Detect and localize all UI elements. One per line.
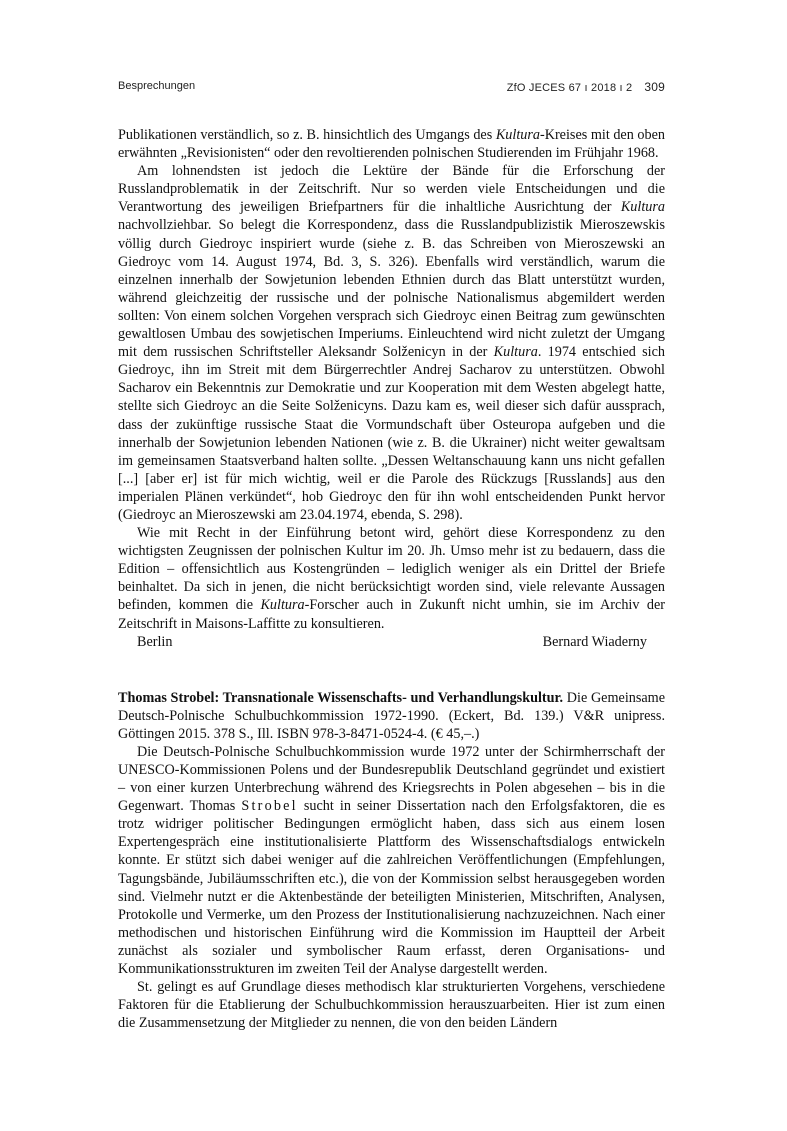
review2-bibliography: Die Gemeinsame Deutsch-Polnische Schulbuchkommission 1972-1990. (Eckert, Bd. 139.) V&R unipress. Göttingen 2015. 378 S., Ill. ISBN 978-3-8471-0524-4. (€ 45,–.) bbox=[118, 689, 666, 742]
italic-journal-name: Kultura bbox=[620, 199, 665, 216]
author-name-spaced: Strobel bbox=[241, 798, 298, 815]
review2-heading bbox=[118, 689, 665, 743]
review1-signoff bbox=[118, 633, 665, 651]
section-label: Besprechungen bbox=[118, 80, 196, 92]
text-run: Die Deutsch-Polnische Schulbuchkommission wurde 1972 unter der Schirmherrschaft der UNESCO-Kommissionen Polens und der Bundesrepublik Deutschland gegründet und existiert – von einer kurzen Unterbrechung während des Kriegsrechts in Polen abgesehen – bis in die Gegenwart. Thomas bbox=[118, 743, 665, 815]
text-run: -Forscher auch in Zukunft nicht umhin, sie im Archiv der Zeitschrift in Maisons-Laffitte zu konsultieren. bbox=[118, 597, 665, 632]
page-number: 309 bbox=[644, 80, 665, 94]
italic-journal-name: Kultura bbox=[493, 344, 538, 361]
running-header bbox=[118, 80, 665, 100]
italic-journal-name: Kultura bbox=[495, 127, 540, 143]
text-run: St. gelingt es auf Grundlage dieses methodisch klar strukturierten Vorgehens, verschiedene Faktoren für die Etablierung der Schulbuchkommission herauszuarbeiten. Hier ist zum einen die Zusammensetzung der Mitglieder zu nennen, die von den beiden Ländern bbox=[118, 979, 665, 1032]
text-run: Publikationen verständlich, so z. B. hinsichtlich des Umgangs des bbox=[118, 127, 496, 143]
reviewer-name: Bernard Wiaderny bbox=[542, 633, 647, 650]
journal-citation: ZfO JECES 67 ı 2018 ı 2 bbox=[506, 82, 633, 94]
review1-paragraph-3 bbox=[118, 524, 665, 633]
text-run: . 1974 entschied sich Giedroyc, ihn im Streit mit dem Bürgerrechtler Andrej Sacharov zu unterstützen. Obwohl Sacharov ein Bekenntnis zur Demokratie und zur Kooperation mit dem Westen abgelegt hatte, stellte sich Giedroyc an die Seite Solženicyns. Dazu kam es, weil dieser sich dafür aussprach, dass der zukünftige russische Staat die Vormundschaft über Osteuropa aufgeben und die innerhalb der Sowjetunion lebenden Nationen (wie z. B. die Ukrainer) nicht weiter gewaltsam im gemeinsamen Staatsverband halten sollte. „Dessen Weltanschauung kann uns nicht gefallen [...] [aber er] ist für mich wichtig, weil er die Parole des Rückzugs [Russlands] aus den imperialen Plänen verkündet“, hob Giedroyc den für ihn wohl entscheidenden Punkt hervor (Giedroyc an Mieroszewski am 23.04.1974, ebenda, S. 298). bbox=[118, 344, 665, 523]
review2-paragraph-1 bbox=[118, 743, 665, 978]
text-run: nachvollziehbar. So belegt die Korrespondenz, dass die Russlandpublizistik Mieroszewskis völlig durch Giedroyc inspiriert wurde (siehe z. B. das Schreiben von Mieroszewski an Giedroyc vom 14. August 1974, Bd. 3, S. 326). Ebenfalls wird verständlich, warum die einzelnen innerhalb der Sowjetunion lebenden Ethnien durch das Blatt unterstützt wurden, während gleichzeitig der russische und der polnische Nationalismus abgemildert werden sollten: Von einem solchen Vorgehen versprach sich Giedroyc einen Beitrag zum gewünschten gewaltlosen Umbau des sowjetischen Imperiums. Einleuchtend wird nicht zuletzt der Umgang mit dem russischen Schriftsteller Aleksandr Solženicyn in der bbox=[118, 217, 665, 361]
journal-info bbox=[507, 80, 665, 94]
review2-title: Thomas Strobel: Transnationale Wissenschafts- und Verhandlungskultur. bbox=[118, 689, 564, 706]
text-run: -Kreises mit den oben erwähnten „Revisionisten“ oder den revoltierenden polnischen Studierenden im Frühjahr 1968. bbox=[118, 127, 665, 162]
text-run: Am lohnendsten ist jedoch die Lektüre der Bände für die Erforschung der Russlandproblematik in der Zeitschrift. Nur so werden viele Entscheidungen und die Verantwortung des jeweiligen Briefpartners für die inhaltliche Ausrichtung der bbox=[118, 163, 665, 216]
reviewer-place: Berlin bbox=[137, 633, 173, 650]
review2-paragraph-2 bbox=[118, 978, 665, 1032]
italic-journal-name: Kultura bbox=[260, 597, 305, 614]
text-run: Wie mit Recht in der Einführung betont wird, gehört diese Korrespondenz zu den wichtigsten Zeugnissen der polnischen Kultur im 20. Jh. Umso mehr ist zu bedauern, dass die Edition – offensichtlich aus Kostengründen – lediglich weniger als ein Drittel der Briefe beinhaltet. Da sich in jenen, die nicht berücksichtigt worden sind, viele relevante Aussagen befinden, kommen die bbox=[118, 525, 665, 614]
review1-paragraph-1 bbox=[118, 126, 665, 162]
text-run: sucht in seiner Dissertation nach den Erfolgsfaktoren, die es trotz widriger politischer Bedingungen ermöglicht haben, dass sich aus einem losen Expertengespräch eine institutionalisierte Plattform des Wissenschaftsdialogs entwickeln konnte. Er stützt sich dabei weniger auf die zahlreichen Veröffentlichungen (Empfehlungen, Tagungsbände, Jubiläumsschriften etc.), die von der Kommission selbst herausgegeben worden sind. Vielmehr nutzt er die Aktenbestände der beteiligten Ministerien, Mitschriften, Analysen, Protokolle und Vermerke, um den Prozess der Institutionalisierung nachzuzeichnen. Nach einer methodischen und historischen Einführung wird die Kommission im Hauptteil der Arbeit zunächst als sozialer und symbolischer Raum erfasst, deren Organisations- und Kommunikationsstrukturen im zweiten Teil der Analyse dargestellt werden. bbox=[118, 798, 665, 978]
review1-paragraph-2 bbox=[118, 162, 665, 524]
page-body bbox=[118, 126, 665, 1032]
